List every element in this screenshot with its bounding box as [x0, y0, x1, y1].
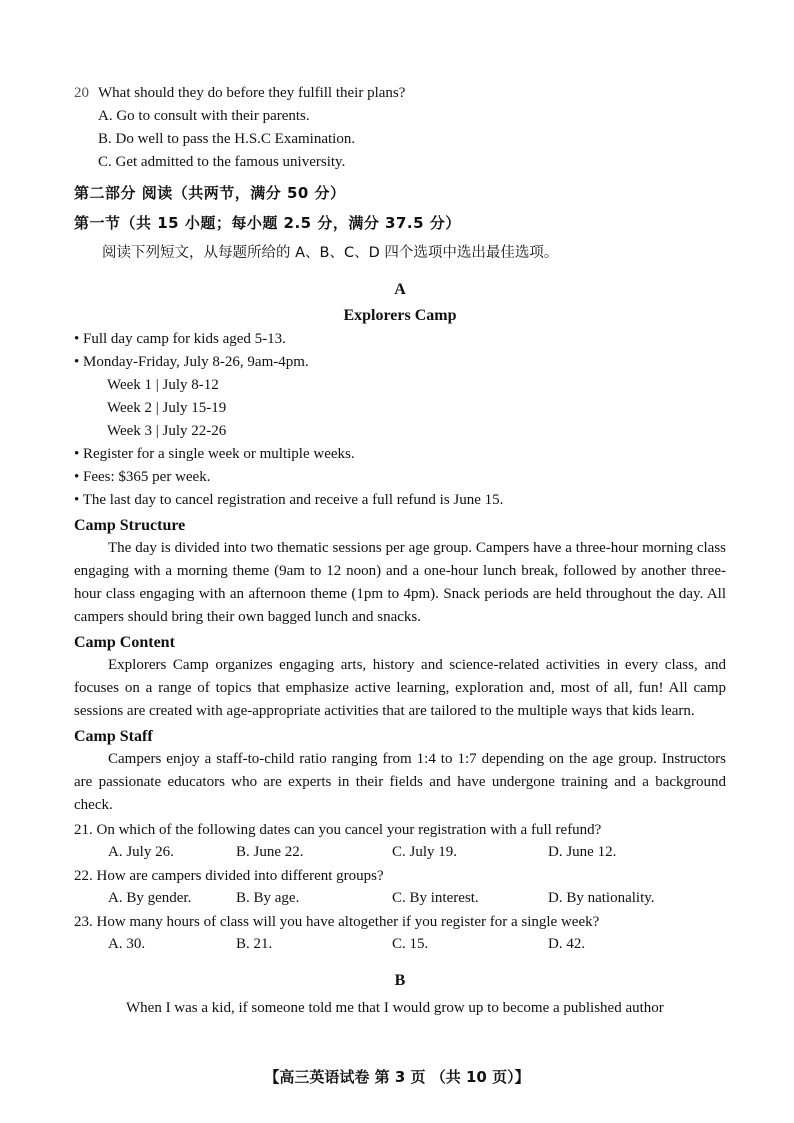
choice-d: D. 42.: [548, 936, 586, 953]
choice-c: C. 15.: [392, 936, 429, 953]
part-two-heading: 第二部分 阅读（共两节，满分 50 分）: [74, 183, 346, 202]
camp-content-text: Explorers Camp organizes engaging arts, history and science-related activities in every class, and focuses on a range of topics that emphasize active learning, exploration and, most of all, fun! All camp sessions are created with age-appropriate activities that are tailored to the multiple ways that kids learn.: [74, 657, 726, 720]
passage-a-letter: A: [394, 281, 406, 299]
choice-a: A. July 26.: [108, 844, 174, 861]
passage-b-letter: B: [394, 972, 406, 990]
camp-staff-text: Campers enjoy a staff-to-child ratio ranging from 1:4 to 1:7 depending on the age group. Instructors are passionate educators who are experts in their fields and have undergone training and a background check.: [74, 751, 726, 814]
camp-structure-text: The day is divided into two thematic sessions per age group. Campers have a three-hour morning class engaging with a morning theme (9am to 12 noon) and a one-hour lunch break, followed by another three-hour class engaging with an afternoon theme (1pm to 4pm). Snack periods are held throughout the day. All campers should bring their own bagged lunch and snacks.: [74, 540, 726, 626]
passage-a-title: Explorers Camp: [343, 307, 457, 325]
question-22: [74, 865, 726, 909]
camp-content-heading: Camp Content: [74, 634, 175, 652]
option-a: A. Go to consult with their parents.: [98, 107, 310, 124]
question-stem: 21. On which of the following dates can you cancel your registration with a full refund?: [74, 822, 602, 839]
question-stem: What should they do before they fulfill their plans?: [98, 85, 406, 101]
question-number: 20: [74, 85, 89, 101]
section-one-heading: 第一节（共 15 小题；每小题 2.5 分，满分 37.5 分）: [74, 214, 461, 232]
week-item: Week 3 | July 22-26: [107, 423, 227, 440]
instructions: 阅读下列短文，从每题所给的 A、B、C、D 四个选项中选出最佳选项。: [102, 244, 559, 261]
week-item: Week 1 | July 8-12: [107, 377, 219, 394]
choice-b: B. June 22.: [236, 844, 304, 861]
question-stem: 23. How many hours of class will you have altogether if you register for a single week?: [74, 914, 600, 931]
choice-d: D. June 12.: [548, 844, 617, 861]
choices-row: [74, 933, 726, 955]
question-21: [74, 819, 726, 863]
camp-staff-heading: Camp Staff: [74, 728, 153, 746]
question-20: [74, 82, 726, 174]
choice-c: C. By interest.: [392, 890, 479, 907]
choices-row: [74, 887, 726, 909]
choice-a: A. By gender.: [108, 890, 192, 907]
bullet-item: • Fees: $365 per week.: [74, 469, 211, 486]
option-b: B. Do well to pass the H.S.C Examination.: [98, 130, 356, 147]
choice-b: B. By age.: [236, 890, 300, 907]
option-c: C. Get admitted to the famous university.: [98, 153, 346, 170]
bullet-item: • The last day to cancel registration and receive a full refund is June 15.: [74, 492, 504, 509]
choice-b: B. 21.: [236, 936, 273, 953]
week-item: Week 2 | July 15-19: [107, 400, 227, 417]
passage-b-first-line: When I was a kid, if someone told me that I would grow up to become a published author: [126, 1000, 664, 1017]
bullet-item: • Monday-Friday, July 8-26, 9am-4pm.: [74, 354, 309, 371]
bullet-item: • Full day camp for kids aged 5-13.: [74, 331, 286, 348]
bullet-item: • Register for a single week or multiple weeks.: [74, 446, 355, 463]
choice-c: C. July 19.: [392, 844, 458, 861]
question-stem: 22. How are campers divided into different groups?: [74, 868, 384, 885]
choice-d: D. By nationality.: [548, 890, 655, 907]
choice-a: A. 30.: [108, 936, 146, 953]
page-footer: 【高三英语试卷 第 3 页 （共 10 页）】: [264, 1068, 530, 1086]
exam-page: [74, 82, 726, 1020]
question-23: [74, 911, 726, 955]
camp-structure-heading: Camp Structure: [74, 517, 186, 535]
choices-row: [74, 841, 726, 863]
